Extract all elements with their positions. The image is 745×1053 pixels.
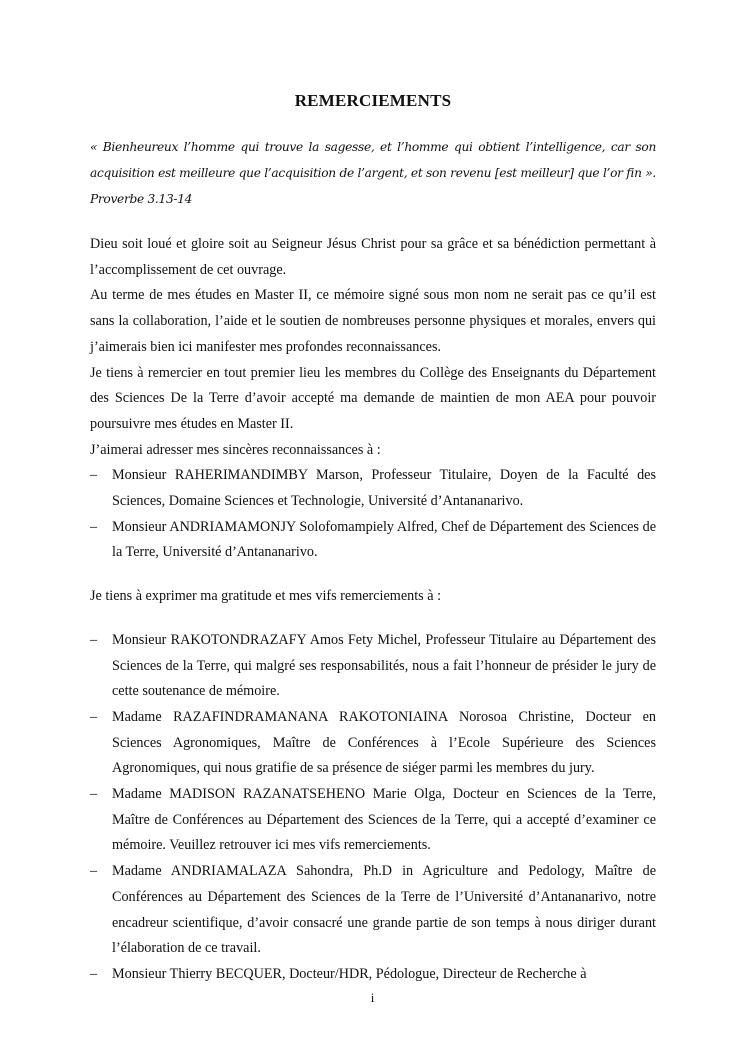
- paragraph-master-thesis: Au terme de mes études en Master II, ce mémoire signé sous mon nom ne serait pas ce qu’il est sans la collaboration, l’aide et le soutien de nombreuses personne physiques et morales, envers qui j’aimerais bien ici manifester mes profondes reconnaissances.: [90, 287, 656, 355]
- list-item: [90, 782, 656, 859]
- page-title: REMERCIEMENTS: [294, 91, 452, 110]
- list-item-text: Madame MADISON RAZANATSEHENO Marie Olga, Docteur en Sciences de la Terre, Maître de Conférences au Département des Sciences de la Terre, qui a accepté d’examiner ce mémoire. Veuillez retrouver ici mes vifs remerciements.: [112, 786, 656, 854]
- dash-bullet: –: [90, 467, 98, 484]
- epigraph-quote: « Bienheureux l’homme qui trouve la sagesse, et l’homme qui obtient l’intelligence, car son acquisition est meilleure que l’acquisition de l’argent, et son revenu [est meilleur] que l’or fin ». Proverbe 3.13-14: [90, 140, 656, 206]
- list-item-text: Madame RAZAFINDRAMANANA RAKOTONIAINA Norosoa Christine, Docteur en Sciences Agronomiques, Maître de Conférences à l’Ecole Supérieure des Sciences Agronomiques, qui nous gratifie de sa présence de siéger parmi les membres du jury.: [112, 708, 656, 777]
- dash-bullet: –: [90, 518, 98, 535]
- recognition-list: [90, 463, 656, 566]
- list-item-text: Monsieur ANDRIAMAMONJY Solofomampiely Alfred, Chef de Département des Sciences de la Terre, Université d’Antananarivo.: [112, 518, 656, 561]
- list-item-text: Madame ANDRIAMALAZA Sahondra, Ph.D in Agriculture and Pedology, Maître de Conférences au Département des Sciences de la Terre de l’Université d’Antananarivo, notre encadreur scientifique, d’avoir consacré une grande partie de son temps à nous diriger durant l’élaboration de ce travail.: [112, 863, 656, 957]
- paragraph-college-thanks: Je tiens à remercier en tout premier lieu les membres du Collège des Enseignants du Département des Sciences De la Terre d’avoir accepté ma demande de maintien de mon AEA pour pouvoir poursuivre mes études en Master II.: [90, 364, 656, 432]
- dash-bullet: –: [90, 708, 98, 725]
- paragraph-praise: Dieu soit loué et gloire soit au Seigneur Jésus Christ pour sa grâce et sa bénédiction permettant à l’accomplissement de cet ouvrage.: [90, 236, 656, 278]
- dash-bullet: –: [90, 863, 98, 880]
- page-number: i: [370, 990, 375, 1005]
- paragraph-recognition-intro: J’aimerai adresser mes sincères reconnaissances à :: [90, 441, 381, 458]
- list-item-text: Monsieur RAHERIMANDIMBY Marson, Professeur Titulaire, Doyen de la Faculté des Sciences, Domaine Sciences et Technologie, Université d’Antananarivo.: [112, 467, 656, 510]
- jury-list: [90, 628, 656, 988]
- list-item: [90, 463, 656, 514]
- list-item: [90, 859, 656, 962]
- list-item: [90, 705, 656, 782]
- dash-bullet: –: [90, 965, 98, 982]
- list-item: [90, 962, 656, 988]
- list-item-text: Monsieur Thierry BECQUER, Docteur/HDR, Pédologue, Directeur de Recherche à: [112, 965, 587, 982]
- document-page: [90, 88, 656, 988]
- paragraph-gratitude-intro: Je tiens à exprimer ma gratitude et mes vifs remerciements à :: [90, 588, 442, 605]
- dash-bullet: –: [90, 631, 98, 648]
- list-item: [90, 628, 656, 705]
- list-item-text: Monsieur RAKOTONDRAZAFY Amos Fety Michel, Professeur Titulaire au Département des Sciences de la Terre, qui malgré ses responsabilités, nous a fait l’honneur de présider le jury de cette soutenance de mémoire.: [112, 631, 656, 700]
- dash-bullet: –: [90, 786, 98, 803]
- list-item: [90, 515, 656, 566]
